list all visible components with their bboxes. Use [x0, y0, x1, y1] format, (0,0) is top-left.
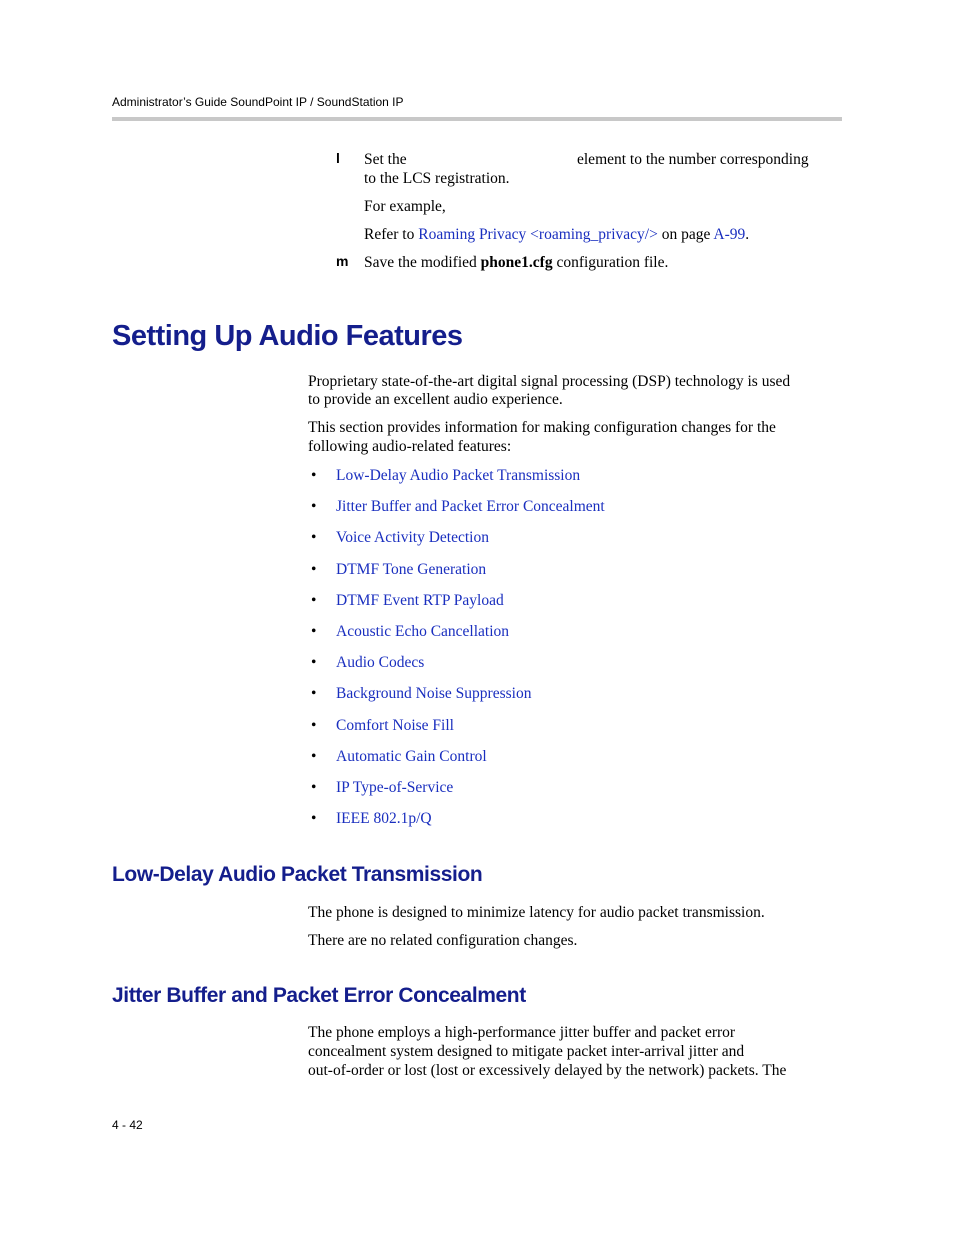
feature-link[interactable]: Audio Codecs	[336, 654, 425, 672]
running-header: Administrator’s Guide SoundPoint IP / SoundStation IP	[112, 95, 404, 109]
feature-list	[308, 466, 828, 840]
list-item[interactable]	[308, 622, 828, 653]
low-delay-line2: There are no related configuration changes.	[308, 932, 578, 949]
bullet-icon: •	[311, 778, 317, 796]
list-item[interactable]	[308, 591, 828, 622]
step-l-example: For example,	[364, 198, 446, 215]
list-item[interactable]	[308, 653, 828, 684]
low-delay-line1: The phone is designed to minimize latency for audio packet transmission.	[308, 904, 765, 921]
intro-para2-line1: This section provides information for making configuration changes for the	[308, 419, 776, 436]
step-l-refer	[364, 225, 749, 244]
feature-link[interactable]: IEEE 802.1p/Q	[336, 810, 432, 828]
bullet-icon: •	[311, 622, 317, 640]
step-letter-l: l	[336, 150, 340, 166]
intro-para2-line2: following audio-related features:	[308, 438, 512, 455]
list-item[interactable]	[308, 528, 828, 559]
intro-para1-line2: to provide an excellent audio experience.	[308, 391, 563, 408]
jitter-line3: out-of-order or lost (lost or excessively delayed by the network) packets. The	[308, 1062, 787, 1079]
bullet-icon: •	[311, 747, 317, 765]
bullet-icon: •	[311, 560, 317, 578]
list-item[interactable]	[308, 560, 828, 591]
feature-link[interactable]: Acoustic Echo Cancellation	[336, 622, 510, 640]
feature-link[interactable]: Low-Delay Audio Packet Transmission	[336, 467, 581, 484]
bullet-icon: •	[311, 685, 317, 703]
bullet-icon: •	[311, 654, 317, 672]
intro-para1-line1: Proprietary state-of-the-art digital signal processing (DSP) technology is used	[308, 373, 791, 390]
feature-link[interactable]: DTMF Tone Generation	[336, 560, 487, 578]
bullet-icon: •	[311, 810, 317, 828]
jitter-line1: The phone employs a high-performance jitter buffer and packet error	[308, 1024, 736, 1041]
bullet-icon: •	[311, 498, 317, 516]
step-l-text-post: element to the number corresponding	[577, 151, 809, 168]
list-item[interactable]	[308, 684, 828, 715]
low-delay-heading: Low-Delay Audio Packet Transmission	[112, 863, 483, 886]
list-item[interactable]	[308, 497, 828, 528]
step-m-pre: Save the modified	[364, 254, 481, 271]
list-item[interactable]	[308, 747, 828, 778]
feature-link[interactable]: Background Noise Suppression	[336, 685, 532, 703]
feature-link[interactable]: Voice Activity Detection	[336, 529, 489, 547]
step-m-text	[364, 253, 668, 272]
feature-link[interactable]: Jitter Buffer and Packet Error Concealment	[336, 498, 605, 516]
bullet-icon: •	[311, 591, 317, 609]
roaming-privacy-link[interactable]: Roaming Privacy <roaming_privacy/>	[418, 226, 658, 243]
jitter-line2: concealment system designed to mitigate packet inter-arrival jitter and	[308, 1043, 745, 1060]
step-l-text-line2: to the LCS registration.	[364, 170, 510, 187]
config-filename: phone1.cfg	[480, 254, 553, 271]
refer-prefix: Refer to	[364, 226, 419, 243]
bullet-icon: •	[311, 467, 317, 484]
feature-link[interactable]: DTMF Event RTP Payload	[336, 591, 504, 609]
step-letter-m: m	[336, 253, 349, 269]
section-title: Setting Up Audio Features	[112, 320, 463, 352]
list-item[interactable]	[308, 809, 828, 840]
page-number: 4 - 42	[112, 1118, 143, 1132]
bullet-icon: •	[311, 716, 317, 734]
refer-end: .	[745, 226, 750, 243]
feature-link[interactable]: Automatic Gain Control	[336, 747, 487, 765]
page-a99-link[interactable]: A-99	[713, 226, 746, 243]
feature-link[interactable]: Comfort Noise Fill	[336, 716, 454, 734]
step-m-post: configuration file.	[552, 254, 669, 271]
list-item[interactable]	[308, 466, 828, 497]
list-item[interactable]	[308, 778, 828, 809]
refer-mid: on page	[657, 226, 714, 243]
header-rule	[112, 117, 842, 121]
feature-link[interactable]: IP Type-of-Service	[336, 778, 454, 796]
list-item[interactable]	[308, 716, 828, 747]
step-l-text-pre: Set the	[364, 151, 407, 168]
bullet-icon: •	[311, 529, 317, 547]
jitter-heading: Jitter Buffer and Packet Error Concealment	[112, 984, 526, 1007]
